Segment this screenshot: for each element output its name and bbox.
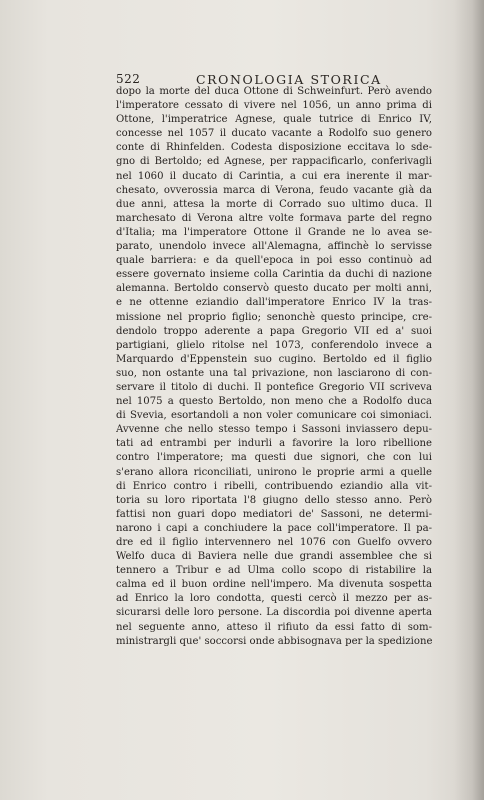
text-line: missione nel proprio figlio; senonchè questo principe, cre- (116, 311, 432, 323)
text-line: marchesato di Verona altre volte formava parte del regno (116, 212, 432, 224)
text-line: calma ed il buon ordine nell'impero. Ma divenuta sospetta (116, 579, 432, 591)
text-line: toria su loro riportata l'8 giugno dello stesso anno. Però (116, 494, 432, 506)
text-line: ministrargli que' soccorsi onde abbisognava per la spedizione (116, 635, 432, 647)
page-gutter-shadow (454, 0, 484, 800)
text-line: tennero a Tribur e ad Ulma collo scopo di ristabilire la (116, 565, 432, 577)
text-line: nel 1075 a questo Bertoldo, non meno che a Rodolfo duca (116, 396, 432, 408)
text-line: di Svevia, esortandoli a non voler comunicare coi simoniaci. (116, 410, 432, 422)
text-line: nel 1060 il ducato di Carintia, a cui era inerente il mar- (116, 170, 432, 182)
text-line: dendolo troppo aderente a papa Gregorio VII ed a' suoi (116, 325, 432, 337)
text-line: tati ad entrambi per indurli a favorire la loro ribellione (116, 438, 432, 450)
body-text (116, 85, 432, 649)
text-line: l'imperatore cessato di vivere nel 1056, un anno prima di (116, 100, 432, 112)
text-line: conte di Rhinfelden. Codesta disposizione eccitava lo sde- (116, 142, 432, 154)
text-line: ad Enrico la loro condotta, questi cercò il mezzo per as- (116, 593, 432, 605)
text-line: dopo la morte del duca Ottone di Schweinfurt. Però avendo (116, 86, 432, 97)
text-line: Avvenne che nello stesso tempo i Sassoni inviassero depu- (116, 424, 432, 436)
text-line: sicurarsi delle loro persone. La discordia poi divenne aperta (116, 607, 432, 619)
text-line: fattisi non guari dopo mediatori de' Sassoni, ne determi- (116, 508, 432, 520)
text-line: d'Italia; ma l'imperatore Ottone il Grande ne lo avea se- (116, 226, 432, 238)
text-line: Ottone, l'imperatrice Agnese, quale tutrice di Enrico IV, (116, 114, 432, 126)
text-line: essere governato insieme colla Carintia da duchi di nazione (116, 269, 432, 281)
text-line: dre ed il figlio intervennero nel 1076 con Guelfo ovvero (116, 537, 432, 548)
text-line: alemanna. Bertoldo conservò questo ducato per molti anni, (116, 283, 432, 295)
text-line: due anni, attesa la morte di Corrado suo ultimo duca. Il (116, 198, 432, 210)
text-line: narono i capi a conchiudere la pace coll'imperatore. Il pa- (116, 522, 432, 534)
page-number: 522 (116, 72, 141, 86)
text-line: chesato, ovverossia marca di Verona, feudo vacante già da (116, 184, 432, 196)
text-line: e ne ottenne eziandio dall'imperatore Enrico IV la tras- (116, 297, 432, 309)
text-line: parato, unendolo invece all'Alemagna, affinchè lo servisse (116, 241, 432, 253)
text-line: partigiani, glielo ritolse nel 1073, conferendolo invece a (116, 339, 432, 351)
text-line: nel seguente anno, atteso il rifiuto da essi fatto di som- (116, 621, 432, 633)
text-line: suo, non ostante una tal privazione, non lasciarono di con- (116, 367, 432, 379)
text-line: quale barriera: e da quell'epoca in poi esso continuò ad (116, 255, 432, 267)
text-line: di Enrico contro i ribelli, contribuendo eziandio alla vit- (116, 480, 432, 492)
text-line: s'erano allora riconciliati, unirono le proprie armi a quelle (116, 466, 432, 478)
text-line: contro l'imperatore; ma questi due signori, che con lui (116, 452, 432, 464)
text-line: gno di Bertoldo; ed Agnese, per rappacificarlo, conferivagli (116, 156, 432, 168)
text-line: concesse nel 1057 il ducato vacante a Rodolfo suo genero (116, 128, 432, 140)
text-line: servare il titolo di duchi. Il pontefice Gregorio VII scriveva (116, 381, 432, 393)
text-line: Marquardo d'Eppenstein suo cugino. Bertoldo ed il figlio (116, 353, 432, 365)
text-line: Welfo duca di Baviera nelle due grandi assemblee che si (116, 551, 432, 563)
running-title: CRONOLOGIA STORICA (196, 72, 382, 87)
